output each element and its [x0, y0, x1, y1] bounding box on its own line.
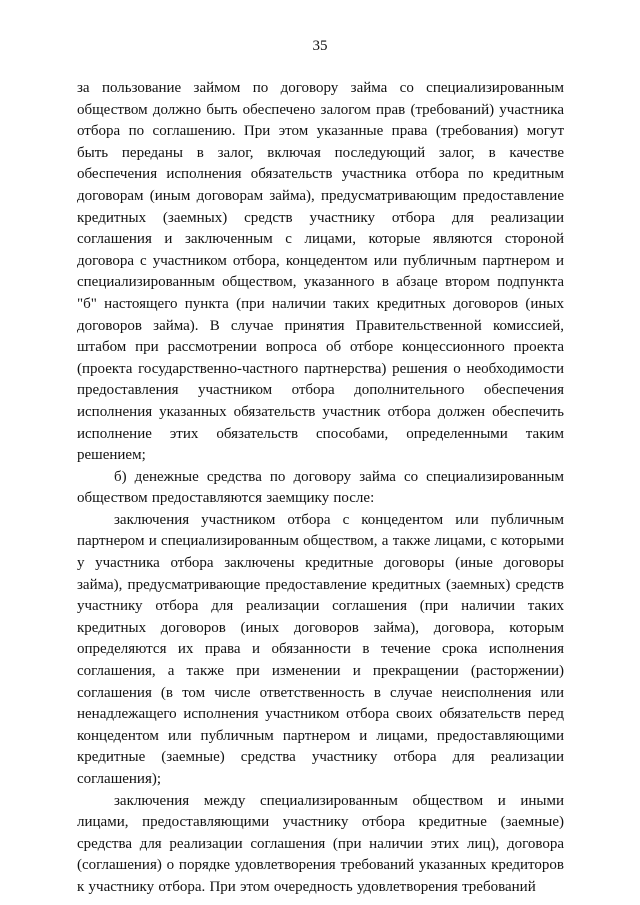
- paragraph-subitem-b: б) денежные средства по договору займа со специализированным обществом предоставляются заемщику после:: [77, 468, 564, 507]
- paragraph-pledge-continuation: за пользование займом по договору займа со специализированным обществом должно быть обеспечено залогом прав (требований) участника отбора по соглашению. При этом указанные права (требования) могут быть переданы в залог, включая последующий залог, в качестве обеспечения исполнения обязательств участника отбора по кредитным договорам (иным договорам займа), предусматривающим предоставление кредитных (заемных) средств участнику отбора для реализации соглашения и заключенным с лицами, которые являются стороной договора с участником отбора, концедентом или публичным партнером и специализированным обществом, указанного в абзаце втором подпункта "б" настоящего пункта (при наличии таких кредитных договоров (иных договоров займа). В случае принятия Правительственной комиссией, штабом при рассмотрении вопроса об отборе концессионного проекта (проекта государственно-частного партнерства) решения о необходимости предоставления участником отбора дополнительного обеспечения исполнения указанных обязательств участник отбора должен обеспечить исполнение этих обязательств способами, определенными таким решением;: [77, 80, 564, 464]
- document-body: [77, 78, 564, 899]
- page-number: 35: [312, 38, 328, 54]
- paragraph-creditors-agreement: заключения между специализированным обществом и иными лицами, предоставляющими участнику отбора кредитные (заемные) средства для реализации соглашения (при наличии этих лиц), договора (соглашения) о порядке удовлетворения требований указанных кредиторов к участнику отбора. При этом очередность удовлетворения требований: [77, 792, 564, 895]
- paragraph-agreement-conclusion: заключения участником отбора с концедентом или публичным партнером и специализированным обществом, а также лицами, с которыми у участника отбора заключены кредитные договоры (иные договоры займа), предусматривающие предоставление кредитных (заемных) средств участнику отбора для реализации соглашения (при наличии таких кредитных договоров (иных договоров займа), договора, которым определяются их права и обязанности в течение срока исполнения соглашения, а также при изменении и прекращении (расторжении) соглашения (в том числе ответственность в случае неисполнения или ненадлежащего исполнения участником отбора своих обязательств перед концедентом или публичным партнером и лицами, предоставляющими кредитные (заемные) средства участнику отбора для реализации соглашения);: [77, 511, 564, 787]
